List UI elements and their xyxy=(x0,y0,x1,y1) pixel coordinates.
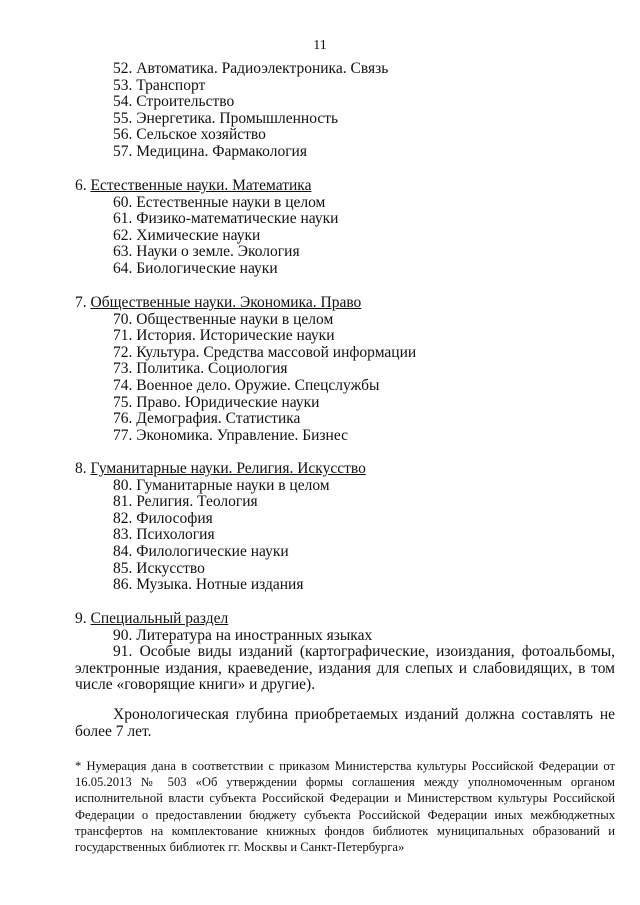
section-heading xyxy=(0,611,640,628)
list-item: 73. Политика. Социология xyxy=(113,360,288,378)
list-item: 76. Демография. Статистика xyxy=(113,410,301,428)
section-heading xyxy=(0,295,640,312)
list-item: 71. История. Исторические науки xyxy=(113,327,335,345)
footnote: * Нумерация дана в соответствии с приказом Министерства культуры Российской Федерации от 16.05.2013 № 503 «Об утверждении формы соглашения между уполномоченным органом исполнительной власти субъекта Российской Федерации и Министерством культуры Российской Федерации о предоставлении бюджету субъекта Российской Федерации иных межбюджетных трансфертов на комплектование книжных фондов библиотек муниципальных образований и государственных библиотек гг. Москвы и Санкт-Петербурга» xyxy=(75,759,615,855)
section-number: 7. xyxy=(75,294,91,311)
list-item: 64. Биологические науки xyxy=(113,259,278,277)
section-number: 8. xyxy=(75,460,91,477)
section-title: Гуманитарные науки. Религия. Искусство xyxy=(90,460,366,477)
list-item: 81. Религия. Теология xyxy=(113,493,258,511)
list-item: 85. Искусство xyxy=(113,559,205,577)
section-title: Специальный раздел xyxy=(90,610,229,627)
list-item: 80. Гуманитарные науки в целом xyxy=(113,476,330,494)
list-item: 55. Энергетика. Промышленность xyxy=(113,109,339,127)
list-item: 84. Филологические науки xyxy=(113,542,289,560)
page-number: 11 xyxy=(313,38,327,53)
list-item: 74. Военное дело. Оружие. Спецслужбы xyxy=(113,376,380,394)
item-91-paragraph xyxy=(75,644,615,694)
section-number: 9. xyxy=(75,610,91,627)
section-title: Общественные науки. Экономика. Право xyxy=(90,294,362,311)
section-9 xyxy=(0,611,640,644)
list-item: 77. Экономика. Управление. Бизнес xyxy=(113,426,348,444)
list-item: 86. Музыка. Нотные издания xyxy=(113,576,304,594)
section-title: Естественные науки. Математика xyxy=(90,177,312,194)
list-item: 62. Химические науки xyxy=(113,226,261,244)
section-heading xyxy=(0,461,640,478)
list-item: 63. Науки о земле. Экология xyxy=(113,243,300,261)
section-7 xyxy=(0,295,640,444)
list-item: 54. Строительство xyxy=(113,93,235,111)
list-item: 75. Право. Юридические науки xyxy=(113,393,320,411)
list-item: 70. Общественные науки в целом xyxy=(113,310,334,328)
section-heading xyxy=(0,178,640,195)
list-item: 72. Культура. Средства массовой информации xyxy=(113,343,417,361)
list-top xyxy=(0,61,640,161)
list-item: 61. Физико-математические науки xyxy=(113,210,339,228)
section-number: 6. xyxy=(75,177,91,194)
list-item: 53. Транспорт xyxy=(113,76,206,94)
list-item: 83. Психология xyxy=(113,526,215,544)
list-item: 60. Естественные науки в целом xyxy=(113,193,326,211)
section-8 xyxy=(0,461,640,594)
list-item: 82. Философия xyxy=(113,509,213,527)
list-item: 52. Автоматика. Радиоэлектроника. Связь xyxy=(113,60,389,77)
item-91-text: 91. Особые виды изданий (картографические, изоиздания, фотоальбомы, электронные издания, краеведение, издания для слепых и слабовидящих, в том числе «говорящие книги» и другие). xyxy=(75,643,615,694)
list-item: 57. Медицина. Фармакология xyxy=(113,142,307,160)
list-item: 90. Литература на иностранных языках xyxy=(113,626,373,644)
chronology-text: Хронологическая глубина приобретаемых изданий должна составлять не более 7 лет. xyxy=(75,706,615,740)
section-6 xyxy=(0,178,640,278)
list-item: 56. Сельское хозяйство xyxy=(113,126,266,144)
chronology-paragraph xyxy=(75,707,615,740)
